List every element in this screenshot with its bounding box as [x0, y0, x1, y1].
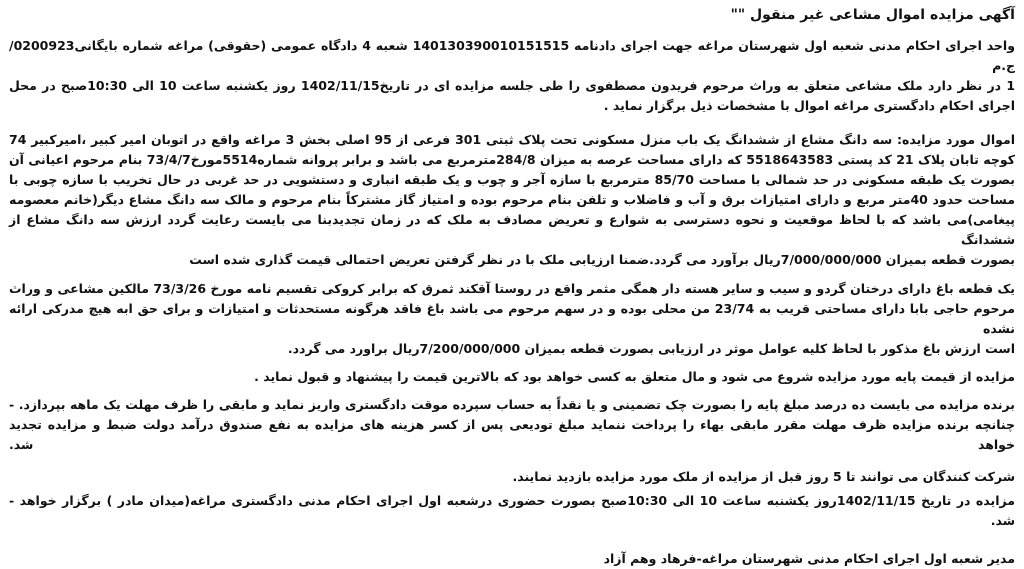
notice-line: واحد اجرای احکام مدنی شعبه اول شهرستان مراغه جهت اجرای دادنامه 140130390010151515 شعبه 4 دادگاه عمومی (حقوقی) مراغه شماره بایگانی0200923/ج.م — [9, 38, 1015, 73]
notice-line: برنده مزایده می بایست ده درصد مبلغ پایه را بصورت چک تضمینی و یا نقداً به حساب سپرده موقت دادگستری واریز نماید و مابقی را ظرف مهلت یک ماهه بپردازد. - — [9, 397, 1015, 412]
notice-line: اجرای احکام دادگستری مراغه اموال با مشخصات ذیل برگزار نماید . — [603, 98, 1015, 113]
notice-line: بصورت قطعه بمیزان 7/000/000/000ریال برآورد می گردد.ضمنا ارزیابی ملک با در نظر گرفتن تعریض احتمالی قیمت گذاری شده است — [189, 252, 1015, 267]
notice-line: کوچه تابان پلاک 21 کد پستی 5518643583 که دارای مساحت عرصه به میزان 284/8مترمربع می باشد و برابر پروانه شماره5514مورخ73/4/7 بنام مرحوم اعیانی آن — [9, 152, 1015, 167]
notice-line: بصورت یک طبقه مسکونی در حد شمالی با مساحت 85/70 مترمربع با سازه آجر و چوب و یک طبقه انباری و دستشویی در حد غربی در حال تخریب با سازه چوبی با — [9, 172, 1016, 187]
visit-paragraph — [9, 467, 1015, 487]
notice-line: چنانچه برنده مزایده ظرف مهلت مقرر مابقی بهاء را پرداخت ننماید مبلغ تودیعی پس از کسر هزینه های مزایده به نفع صندوق درآمد دولت ضبط و مزایده تجدید خواهد شد. — [9, 417, 1015, 452]
notice-title: آگهی مزایده اموال مشاعی غیر منقول "" — [730, 7, 1015, 23]
notice-line: شد. — [990, 513, 1015, 528]
signature — [9, 549, 1015, 569]
notice-line: مرحوم حاجی بابا دارای مساحتی قریب به 23/74 من محلی بوده و در سهم مرحوم می باشد باغ فاقد هرگونه مستحدثات و امتیازات و برای حق ابه هیچ مدرکی ارائه نشده — [9, 301, 1016, 336]
notice-line: مزایده از قیمت پایه مورد مزایده شروع می شود و مال متعلق به کسی خواهد بود که بالاترین قیمت را پیشنهاد و قبول نماید . — [254, 369, 1015, 384]
notice-line: اموال مورد مزایده: سه دانگ مشاع از ششدانگ یک باب منزل مسکونی تحت پلاک ثبتی 301 فرعی از 95 اصلی بخش 3 مراغه واقع در اتوبان امیر کبیر ،امیرکبیر 74 — [9, 132, 1015, 147]
notice-line: یک قطعه باغ دارای درختان گردو و سیب و سایر هسته دار همگی مثمر واقع در روستا آقکند ثمرق که برابر کروکی تقسیم نامه مورخ 73/3/26 مالکین مشاعی و وراث — [9, 281, 1015, 296]
notice-line: پیغامی)می باشد که با لحاظ موقعیت و نحوه دسترسی به شوارع و تعریض مصادف به ملک که در زمان تجدیدبنا می بایست رعایت گردد ارزش سه دانگ مشاع از ششدانگ — [9, 212, 1015, 247]
notice-line: مساحت حدود 40متر مربع و دارای امتیازات برق و آب و فاضلاب و تلفن بنام مرحوم بوده و امتیاز گاز مشترکاً بنام مرحوم و مالک سه دانگ مشاع دیگر(خانم معصومه — [9, 192, 1016, 207]
start-price-paragraph — [9, 367, 1015, 387]
notice-line: است ارزش باغ مذکور با لحاظ کلیه عوامل موثر در ارزیابی بصورت قطعه بمیزان 7/200/000/000ریال براورد می گردد. — [287, 341, 1015, 356]
notice-line: شرکت کنندگان می توانند تا 5 روز قبل از مزایده از ملک مورد مزایده بازدید نمایند. — [512, 469, 1015, 484]
signature-line: مدیر شعبه اول اجرای احکام مدنی شهرستان مراغه-فرهاد وهم آزاد — [603, 551, 1015, 566]
notice-line: 1 در نظر دارد ملک مشاعی متعلق به وراث مرحوم فریدون مصطفوی را طی جلسه مزایده ای در تاریخ1402/11/15 روز یکشنبه ساعت 10 الی 10:30صبح در محل — [9, 78, 1016, 93]
auction-date-paragraph — [9, 491, 1015, 531]
intro-paragraph — [9, 36, 1015, 116]
notice-line: مزایده در تاریخ 1402/11/15روز یکشنبه ساعت 10 الی 10:30صبح بصورت حضوری درشعبه اول اجرای احکام مدنی دادگستری مراغه(میدان مادر ) برگزار خواهد - — [9, 493, 1015, 508]
garden-property-paragraph — [9, 279, 1015, 359]
house-property-paragraph — [9, 130, 1015, 270]
payment-terms-paragraph — [9, 395, 1015, 455]
